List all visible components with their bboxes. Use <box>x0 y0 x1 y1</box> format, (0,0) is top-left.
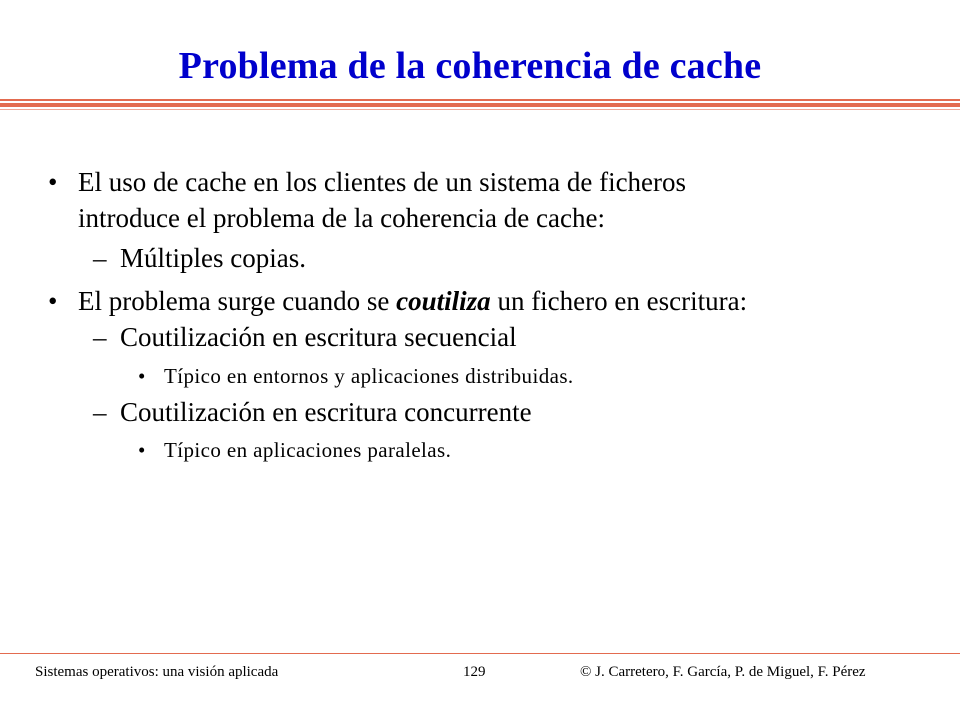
bullet-1-line-1: El uso de cache en los clientes de un sistema de ficheros <box>78 167 687 197</box>
subsub-item-parallel: Típico en aplicaciones paralelas. <box>164 438 452 462</box>
footer-page-number: 129 <box>463 664 486 680</box>
slide-title: Problema de la coherencia de cache <box>178 45 762 87</box>
bullet-marker: • <box>48 167 58 197</box>
footer-book-title: Sistemas operativos: una visión aplicada <box>35 664 279 680</box>
bullet-1-line-2: introduce el problema de la coherencia de cache: <box>78 203 605 233</box>
bullet-2-text-before: El problema surge cuando se <box>78 286 397 316</box>
bullet-marker-small: • <box>138 438 146 462</box>
sub-item-concurrent: Coutilización en escritura concurrente <box>120 397 532 427</box>
dash-marker: – <box>93 322 107 352</box>
emphasis-coutiliza: coutiliza <box>396 286 491 316</box>
dash-marker: – <box>93 243 107 273</box>
footer-copyright: © J. Carretero, F. García, P. de Miguel, F. Pérez <box>580 664 866 680</box>
bullet-marker-small: • <box>138 364 146 388</box>
subsub-item-distributed: Típico en entornos y aplicaciones distribuidas. <box>164 364 574 388</box>
dash-marker: – <box>93 397 107 427</box>
footer-rule <box>0 653 960 654</box>
sub-item-multiple-copies: Múltiples copias. <box>120 243 306 273</box>
sub-item-sequential: Coutilización en escritura secuencial <box>120 322 517 352</box>
bullet-marker: • <box>48 286 58 316</box>
bullet-2-line <box>78 286 747 317</box>
bullet-2-text-after: un fichero en escritura: <box>490 286 748 316</box>
